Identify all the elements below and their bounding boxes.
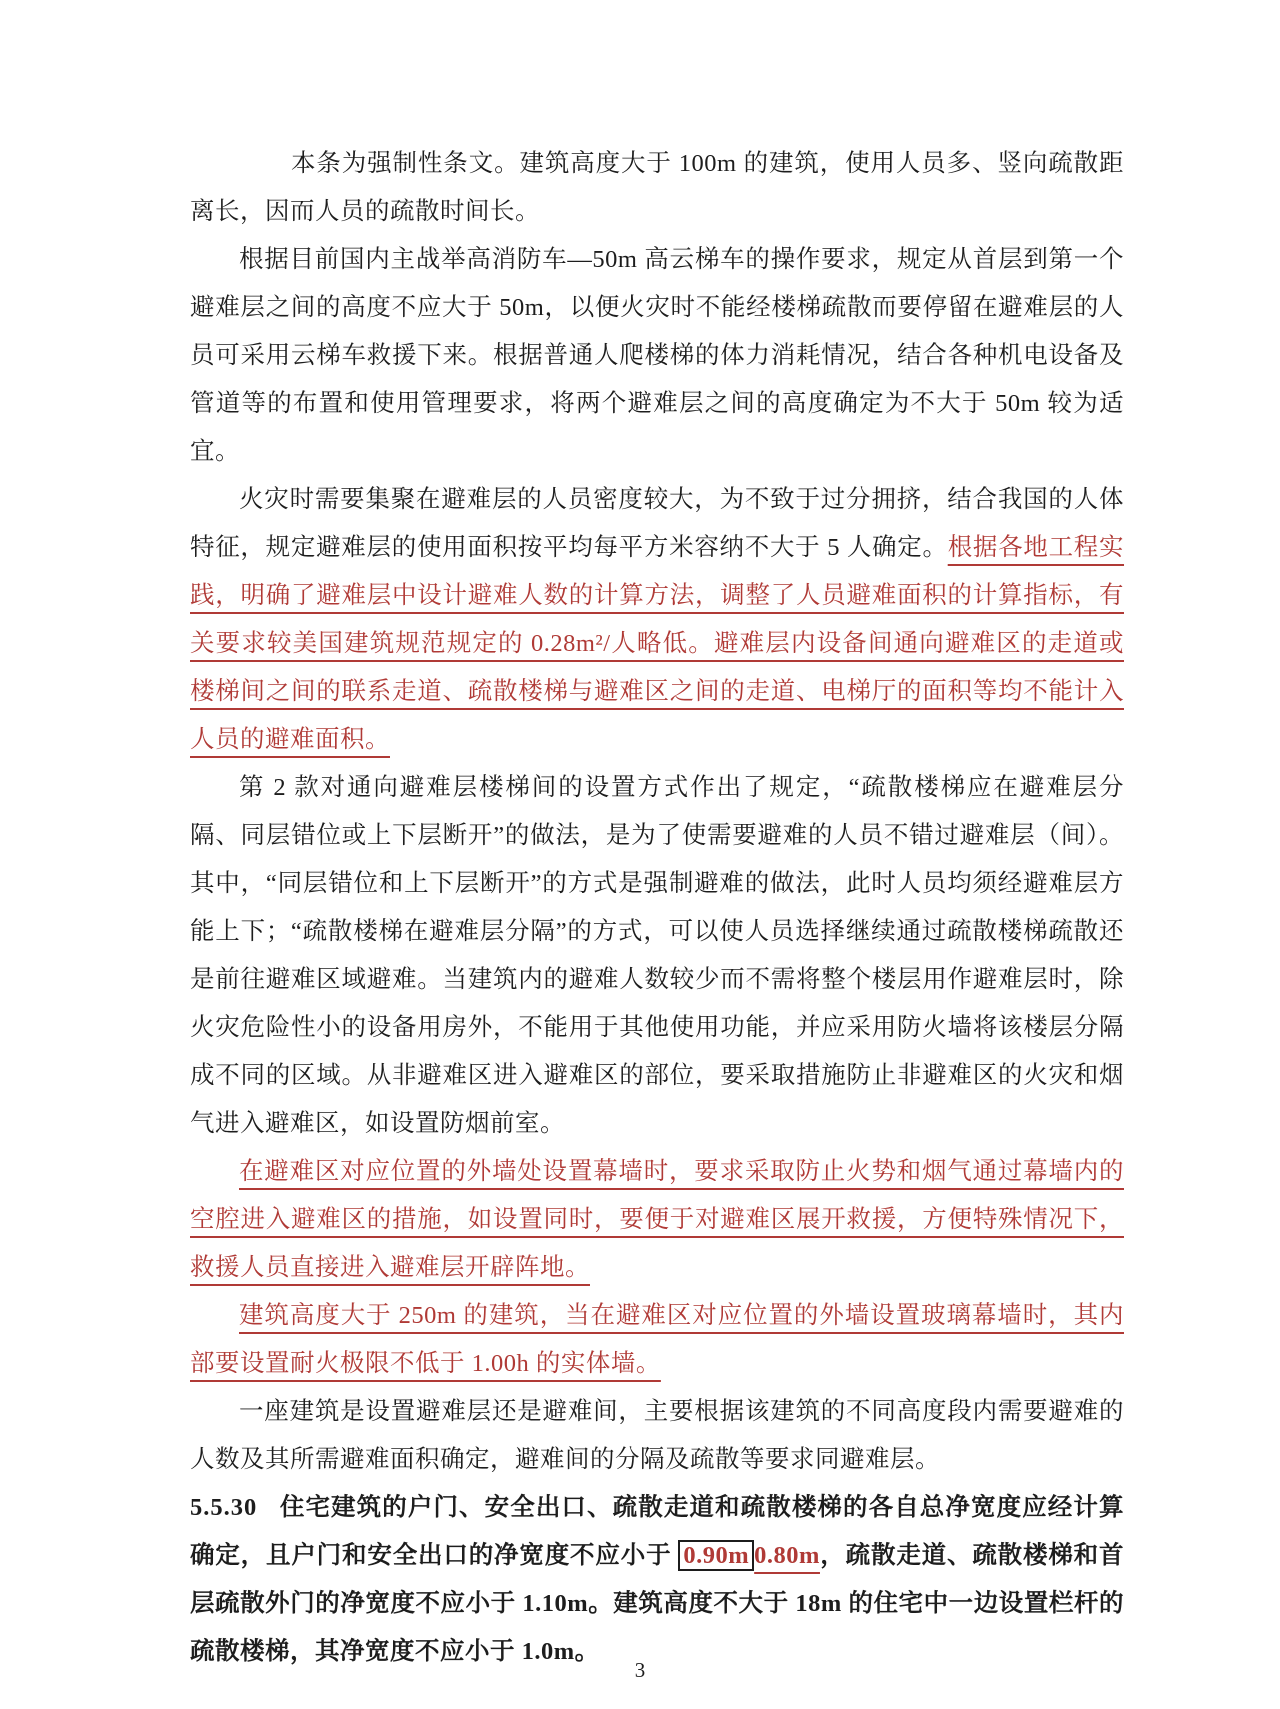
- boxed-original-value: 0.90m: [678, 1540, 754, 1571]
- paragraph-refuge-floor-or-room-text: 一座建筑是设置避难层还是避难间，主要根据该建筑的不同高度段内需要避难的人数及其所需避难面积确定，避难间的分隔及疏散等要求同避难层。: [190, 1398, 1124, 1473]
- revision-text-curtain-wall: 在避难区对应位置的外墙处设置幕墙时，要求采取防止火势和烟气通过幕墙内的空腔进入避难区的措施，如设置同时，要便于对避难区展开救援，方便特殊情况下，救援人员直接进入避难层开辟阵地。: [190, 1158, 1124, 1281]
- paragraph-refuge-floor-or-room: [190, 1388, 1124, 1484]
- revised-value: 0.80m: [754, 1542, 820, 1569]
- clause-number: 5.5.30: [190, 1494, 258, 1521]
- paragraph-intro-text: 本条为强制性条文。建筑高度大于 100m 的建筑，使用人员多、竖向疏散距离长，因而人员的疏散时间长。: [190, 150, 1124, 225]
- clause-5-5-30: [190, 1484, 1124, 1676]
- paragraph-fire-truck-text: 根据目前国内主战举高消防车—50m 高云梯车的操作要求，规定从首层到第一个避难层之间的高度不应大于 50m，以便火灾时不能经楼梯疏散而要停留在避难层的人员可采用云梯车救援下来。根据普通人爬楼梯的体力消耗情况，结合各种机电设备及管道等的布置和使用管理要求，将两个避难层之间的高度确定为不大于 50m 较为适宜。: [190, 246, 1124, 465]
- paragraph-clause2-stairs-text: 第 2 款对通向避难层楼梯间的设置方式作出了规定，“疏散楼梯应在避难层分隔、同层错位或上下层断开”的做法，是为了使需要避难的人员不错过避难层（间）。其中，“同层错位和上下层断开”的方式是强制避难的做法，此时人员均须经避难层方能上下；“疏散楼梯在避难层分隔”的方式，可以使人员选择继续通过疏散楼梯疏散还是前往避难区域避难。当建筑内的避难人数较少而不需将整个楼层用作避难层时，除火灾危险性小的设备用房外，不能用于其他使用功能，并应采用防火墙将该楼层分隔成不同的区域。从非避难区进入避难区的部位，要采取措施防止非避难区的火灾和烟气进入避难区，如设置防烟前室。: [190, 774, 1124, 1137]
- revision-text-250m: 建筑高度大于 250m 的建筑，当在避难区对应位置的外墙设置玻璃幕墙时，其内部要设置耐火极限不低于 1.00h 的实体墙。: [190, 1302, 1124, 1377]
- document-body: [190, 140, 1124, 1676]
- revision-text-density: 根据各地工程实践，明确了避难层中设计避难人数的计算方法，调整了人员避难面积的计算指标，有关要求较美国建筑规范规定的 0.28m²/人略低。避难层内设备间通向避难区的走道或楼梯间之间的联系走道、疏散楼梯与避难区之间的走道、电梯厅的面积等均不能计入人员的避难面积。: [190, 534, 1125, 753]
- paragraph-intro: [190, 140, 1124, 236]
- paragraph-clause2-stairs: [190, 764, 1124, 1148]
- clause-text-before: 住宅建筑的户门、安全出口、疏散走道和疏散楼梯的各自总净宽度应经计算确定，且户门和安全出口的净宽度不应小于: [190, 1494, 1124, 1569]
- revision-paragraph-curtain-wall: [190, 1148, 1124, 1292]
- clause-text-after: ，疏散走道、疏散楼梯和首层疏散外门的净宽度不应小于 1.10m。建筑高度不大于 18m 的住宅中一边设置栏杆的疏散楼梯，其净宽度不应小于 1.0m。: [190, 1542, 1125, 1665]
- paragraph-fire-truck: [190, 236, 1124, 476]
- revision-paragraph-250m: [190, 1292, 1124, 1388]
- page-number: 3: [634, 1658, 646, 1682]
- paragraph-density-black-text: 火灾时需要集聚在避难层的人员密度较大，为不致于过分拥挤，结合我国的人体特征，规定避难层的使用面积按平均每平方米容纳不大于 5 人确定。: [190, 486, 1124, 561]
- paragraph-density: [190, 476, 1124, 764]
